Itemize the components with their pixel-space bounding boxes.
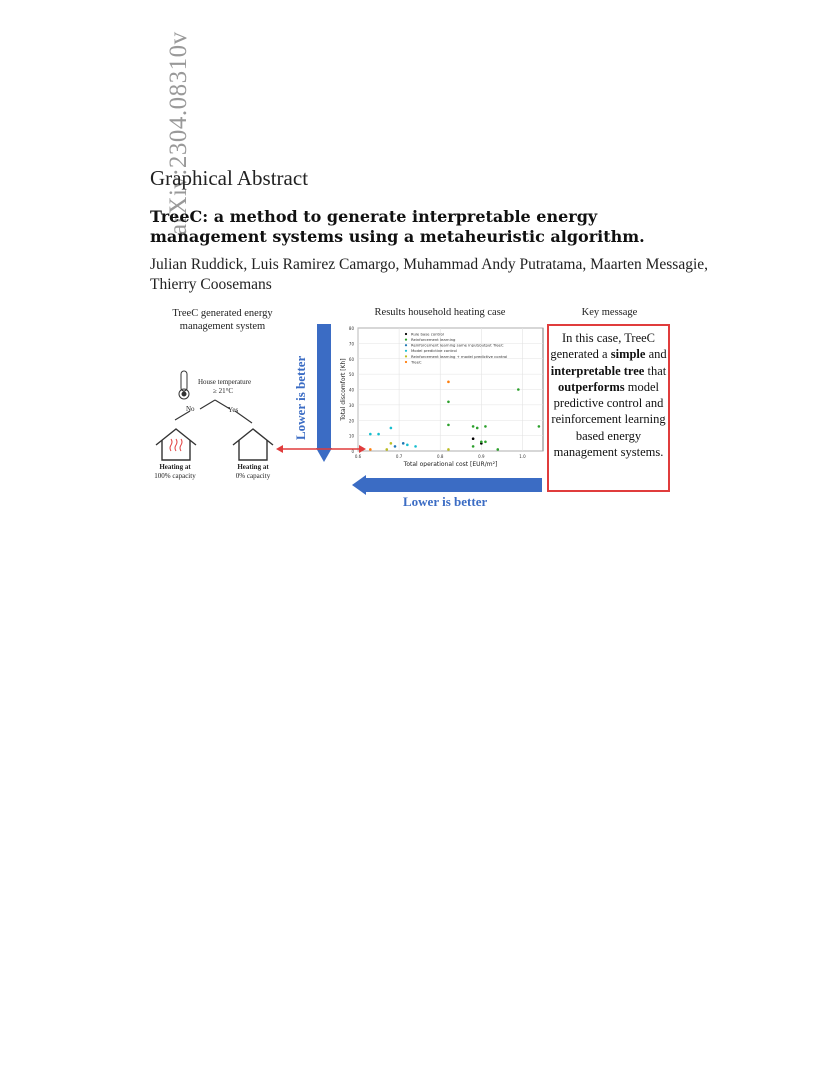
key-message-part-6: model predictive control and reinforcement learning based energy management systems. (551, 379, 666, 460)
node-condition: ≥ 21°C (213, 387, 234, 395)
data-point (484, 440, 487, 443)
legend-entry: Reinforcement learning (411, 337, 456, 342)
legend-marker (405, 361, 407, 363)
data-point (480, 440, 483, 443)
key-message-part-4: that (644, 363, 667, 378)
x-tick-label: 0.7 (395, 454, 403, 459)
data-point (476, 427, 479, 430)
y-axis-label: Total discomfort [Kh] (340, 358, 347, 421)
y-tick-label: 50 (348, 372, 354, 378)
tree-panel-heading: TreeC generated energy management system (172, 308, 273, 332)
legend-entry: Reinforcement learning same input/output TreeC (411, 342, 504, 348)
data-point (538, 425, 541, 428)
legend-marker (405, 333, 407, 335)
data-point (447, 401, 450, 404)
legend-marker (405, 339, 407, 341)
key-message-part-2: and (645, 347, 667, 362)
data-point (414, 445, 417, 448)
authors: Julian Ruddick, Luis Ramirez Camargo, Muhammad Andy Putratama, Maarten Messagie, Thierry Coosemans (150, 256, 709, 293)
house-heating-icon (156, 429, 196, 460)
x-tick-label: 0.9 (478, 454, 485, 459)
x-tick-label: 0.8 (437, 454, 444, 459)
legend-entry: Model predictive control (411, 348, 457, 354)
data-point (472, 445, 475, 448)
data-point (390, 427, 393, 430)
branch-yes-label: Yes (228, 406, 239, 414)
data-point (484, 425, 487, 428)
data-point (385, 448, 388, 451)
data-point (496, 448, 499, 451)
y-tick-label: 30 (348, 402, 354, 408)
data-point (472, 425, 475, 428)
key-message-part-3: interpretable tree (550, 363, 645, 378)
legend-entry: TreeC (411, 359, 422, 365)
y-tick-label: 60 (348, 356, 354, 362)
data-point (390, 442, 393, 445)
data-point (517, 388, 520, 391)
x-tick-label: 1.0 (519, 454, 526, 459)
data-point (369, 448, 372, 451)
key-message-part-5: outperforms (557, 379, 625, 394)
leaf-left-title: Heating at (159, 463, 191, 471)
graphical-abstract-title: Graphical Abstract (150, 166, 309, 190)
tree-diagram (140, 305, 310, 495)
thermometer-icon (179, 371, 189, 399)
key-panel-heading: Key message (581, 307, 638, 318)
data-point (406, 444, 409, 447)
legend-marker (405, 344, 407, 346)
y-tick-label: 0 (351, 449, 354, 454)
y-tick-label: 80 (348, 326, 354, 331)
branch-no-label: No (186, 405, 195, 413)
leaf-right-sub: 0% capacity (235, 472, 271, 480)
legend-marker (405, 350, 407, 352)
house-icon (233, 429, 273, 460)
lower-is-better-horizontal: Lower is better (403, 494, 488, 509)
y-tick-label: 40 (348, 387, 354, 393)
horizontal-arrow (352, 475, 542, 495)
data-point (447, 448, 450, 451)
data-point (377, 433, 380, 436)
key-message-box (547, 324, 670, 492)
key-message-part-1: simple (610, 347, 646, 362)
leaf-left-sub: 100% capacity (154, 472, 196, 480)
paper-title: TreeC: a method to generate interpretable energy management systems using a metaheuristic algorithm. (150, 207, 645, 246)
data-point (402, 442, 405, 445)
data-point (394, 445, 397, 448)
x-axis-label: Total operational cost [EUR/m²] (403, 461, 498, 467)
node-label: House temperature (198, 378, 252, 386)
data-point (369, 433, 372, 436)
legend-entry: Reinforcement learning + model predictive control (411, 353, 508, 359)
y-tick-label: 70 (348, 341, 354, 347)
arxiv-watermark: arXiv:2304.08310v (165, 31, 192, 235)
red-connector-arrow (276, 443, 366, 455)
y-tick-label: 20 (348, 418, 354, 424)
data-point (472, 437, 475, 440)
key-message-part-0: In this case, TreeC generated a (550, 331, 656, 362)
leaf-right-title: Heating at (237, 463, 269, 471)
legend-marker (405, 355, 407, 357)
data-point (447, 381, 450, 384)
x-tick-label: 0.6 (354, 454, 362, 459)
chart-panel-heading: Results household heating case (374, 307, 506, 318)
y-tick-label: 10 (348, 433, 354, 439)
data-point (447, 424, 450, 427)
lower-is-better-vertical: Lower is better (293, 355, 308, 440)
legend-entry: Rule base control (411, 331, 444, 337)
